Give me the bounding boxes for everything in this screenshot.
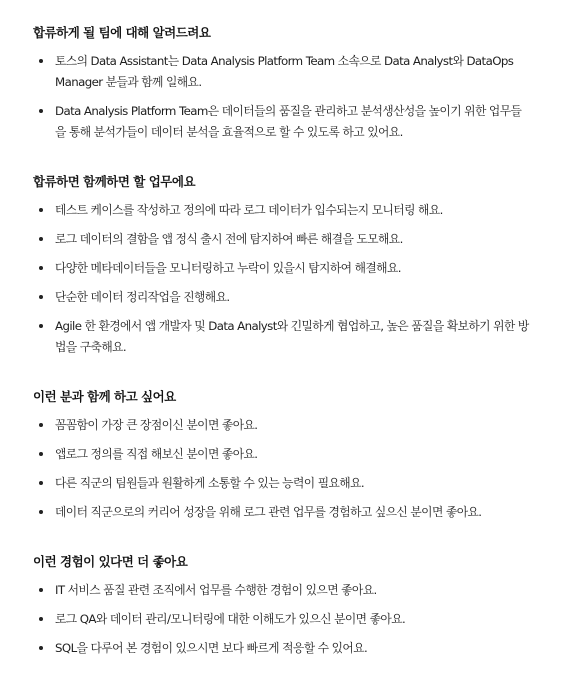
list-item [33,229,532,250]
list-item [33,101,532,143]
bullet-icon [39,237,43,241]
bullet-icon [39,617,43,621]
duties-list [33,200,532,358]
list-item [33,287,532,308]
list-item [33,200,532,221]
list-item-text: 꼼꼼함이 가장 큰 장점이신 분이면 좋아요. [55,418,258,432]
bullet-icon [39,588,43,592]
section-title: 이런 분과 함께 하고 싶어요 [33,389,176,404]
list-item-text: 토스의 Data Assistant는 Data Analysis Platform Team 소속으로 Data Analyst와 DataOps Manager 분들과 함께 일해요. [55,54,514,89]
list-item [33,51,532,93]
list-item-text: SQL을 다루어 본 경험이 있으시면 보다 빠르게 적응할 수 있어요. [55,641,368,655]
list-item [33,638,532,659]
section-title: 합류하면 함께하면 할 업무에요 [33,174,196,189]
list-item [33,258,532,279]
ideal-candidate-section [33,388,532,523]
team-intro-section [33,24,532,143]
list-item-text: IT 서비스 품질 관련 조직에서 업무를 수행한 경험이 있으면 좋아요. [55,583,377,597]
list-item-text: 단순한 데이터 정리작업을 진행해요. [55,290,230,304]
bullet-icon [39,324,43,328]
bullet-icon [39,208,43,212]
list-item [33,580,532,601]
bullet-icon [39,109,43,113]
bullet-icon [39,510,43,514]
list-item-text: Data Analysis Platform Team은 데이터들의 품질을 관리하고 분석생산성을 높이기 위한 업무들을 통해 분석가들이 데이터 분석을 효율적으로 할 수 있도록 하고 있어요. [55,104,522,139]
bullet-icon [39,423,43,427]
list-item-text: 로그 QA와 데이터 관리/모니터링에 대한 이해도가 있으신 분이면 좋아요. [55,612,406,626]
list-item-text: 데이터 직군으로의 커리어 성장을 위해 로그 관련 업무를 경험하고 싶으신 분이면 좋아요. [55,505,482,519]
list-item-text: 테스트 케이스를 작성하고 정의에 따라 로그 데이터가 입수되는지 모니터링 해요. [55,203,443,217]
preferred-experience-section [33,553,532,659]
list-item [33,473,532,494]
duties-section [33,173,532,358]
list-item-text: Agile 한 환경에서 앱 개발자 및 Data Analyst와 긴밀하게 협업하고, 높은 품질을 확보하기 위한 방법을 구축해요. [55,319,529,354]
bullet-icon [39,452,43,456]
section-title: 이런 경험이 있다면 더 좋아요 [33,554,188,569]
section-title: 합류하게 될 팀에 대해 알려드려요 [33,25,211,40]
bullet-icon [39,59,43,63]
list-item-text: 다양한 메타데이터들을 모니터링하고 누락이 있을시 탐지하여 해결해요. [55,261,401,275]
list-item [33,316,532,358]
list-item-text: 앱로그 정의를 직접 해보신 분이면 좋아요. [55,447,258,461]
list-item-text: 다른 직군의 팀원들과 원활하게 소통할 수 있는 능력이 필요해요. [55,476,365,490]
list-item [33,502,532,523]
ideal-candidate-list [33,415,532,523]
bullet-icon [39,481,43,485]
list-item-text: 로그 데이터의 결함을 앱 정식 출시 전에 탐지하여 빠른 해결을 도모해요. [55,232,403,246]
team-intro-list [33,51,532,143]
list-item [33,415,532,436]
list-item [33,609,532,630]
bullet-icon [39,266,43,270]
list-item [33,444,532,465]
bullet-icon [39,646,43,650]
bullet-icon [39,295,43,299]
preferred-experience-list [33,580,532,659]
